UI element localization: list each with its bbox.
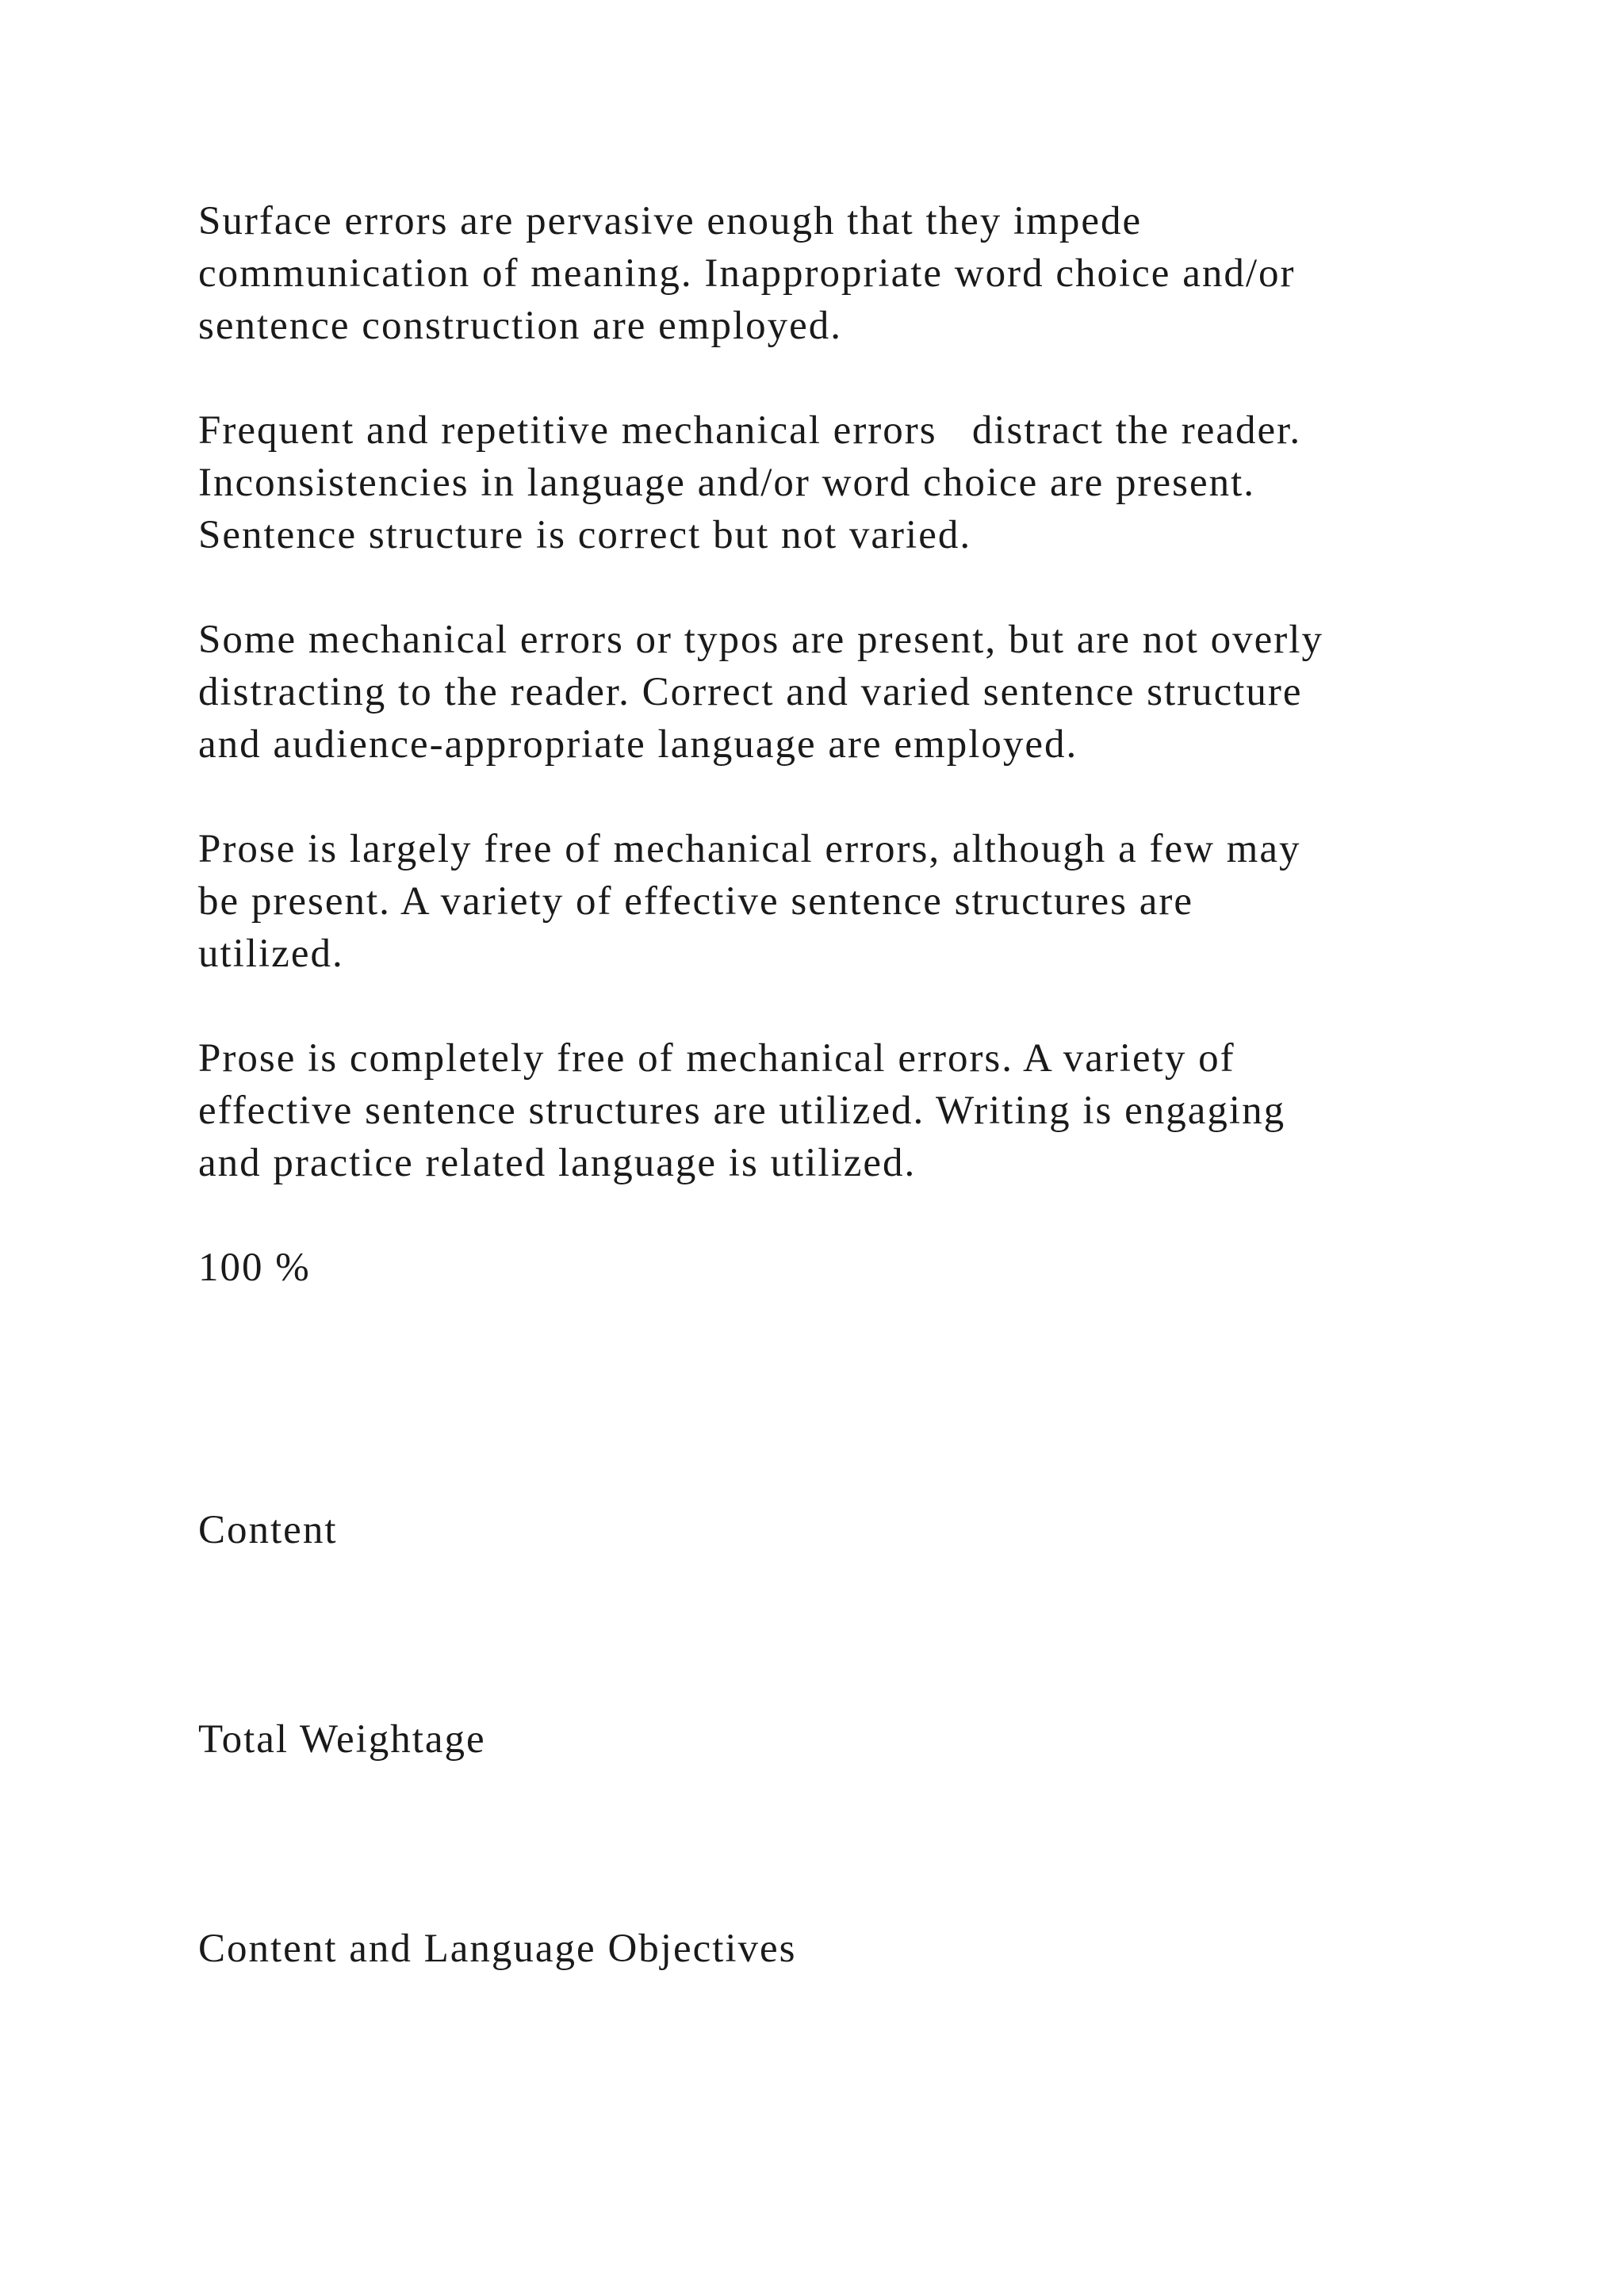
text-line: Surface errors are pervasive enough that they impede (198, 199, 1143, 243)
text-line: Prose is completely free of mechanical errors. A variety of (198, 1036, 1235, 1081)
text-line: utilized. (198, 932, 344, 976)
paragraph-completely-free (198, 1032, 1483, 1189)
text-line: be present. A variety of effective sentence structures are (198, 879, 1193, 924)
text-line: distracting to the reader. Correct and varied sentence structure (198, 670, 1303, 714)
text-line: effective sentence structures are utilized. Writing is engaging (198, 1089, 1286, 1133)
text-line: Frequent and repetitive mechanical errors distract the reader. (198, 408, 1302, 453)
paragraph-surface-errors (198, 195, 1483, 352)
paragraph-some-errors (198, 614, 1483, 771)
text-line: Inconsistencies in language and/or word choice are present. (198, 461, 1256, 505)
text-line: Content (198, 1508, 338, 1552)
text-line: Some mechanical errors or typos are present, but are not overly (198, 618, 1323, 662)
text-line: Prose is largely free of mechanical errors, although a few may (198, 827, 1301, 871)
percent-label (198, 1242, 1483, 1294)
text-line: Total Weightage (198, 1717, 486, 1762)
text-line: communication of meaning. Inappropriate word choice and/or (198, 251, 1296, 296)
text-line: and practice related language is utilized. (198, 1141, 917, 1185)
text-line: and audience-appropriate language are employed. (198, 722, 1078, 767)
total-weightage-label (198, 1713, 1483, 1766)
text-line: sentence construction are employed. (198, 304, 843, 348)
content-label (198, 1504, 1483, 1556)
text-line: 100 % (198, 1246, 311, 1290)
objectives-label (198, 1923, 1483, 1975)
text-line: Content and Language Objectives (198, 1927, 797, 1971)
paragraph-frequent-errors (198, 404, 1483, 561)
paragraph-largely-free (198, 823, 1483, 980)
text-line: Sentence structure is correct but not varied. (198, 513, 972, 557)
